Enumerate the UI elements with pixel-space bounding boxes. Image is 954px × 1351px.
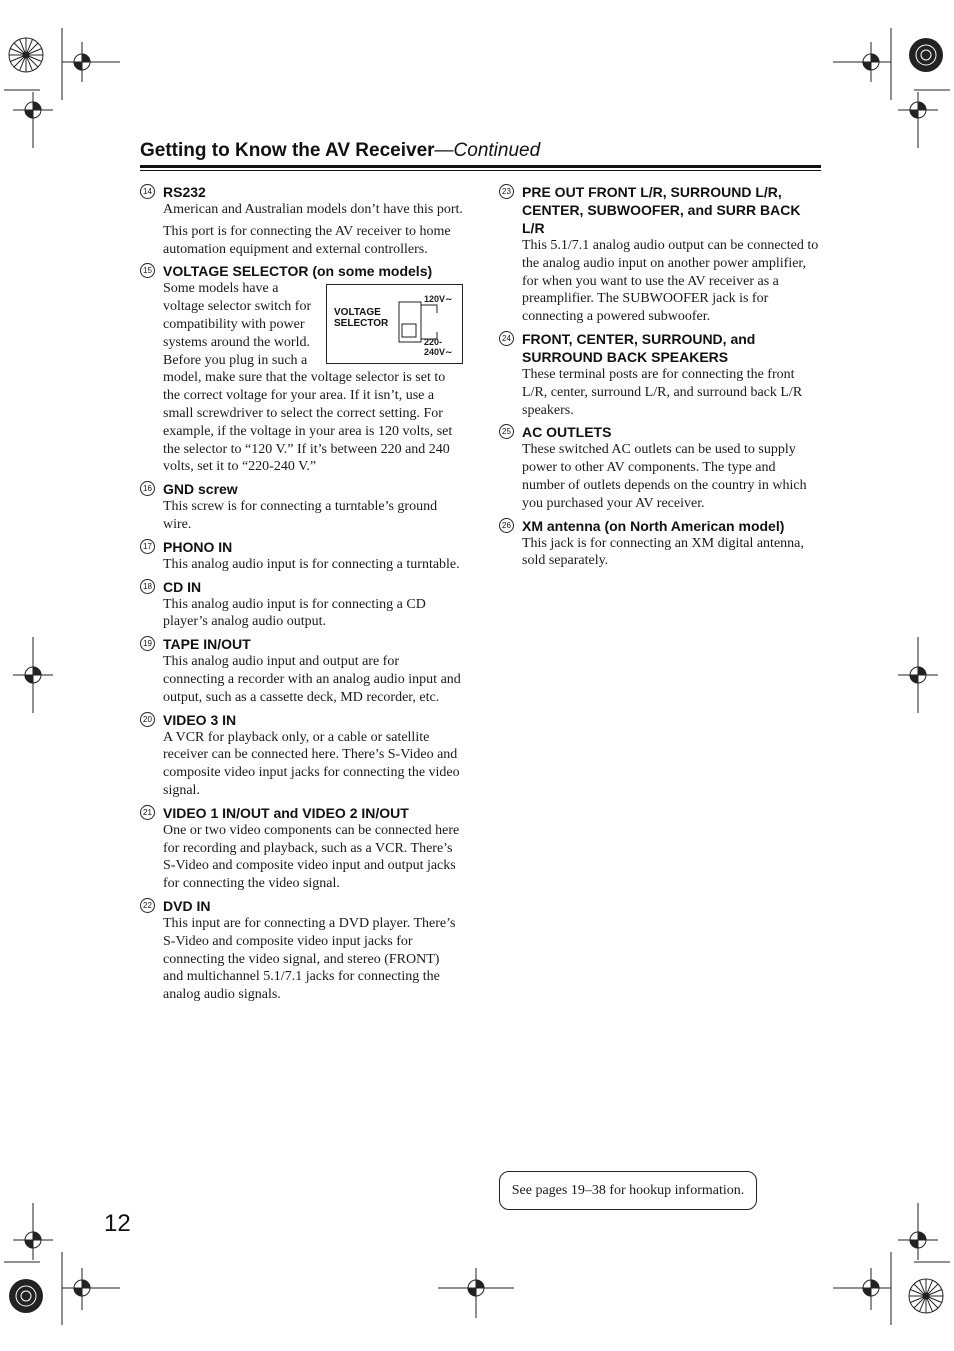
section-number: 24 [499,331,514,346]
section-number: 15 [140,263,155,278]
section-heading [140,480,463,498]
section-body [140,653,463,706]
section-19 [140,635,463,706]
section-paragraph: These terminal posts are for connecting the front L/R, center, surround L/R, and surround back L/R speakers. [522,366,803,418]
section-paragraph: American and Australian models don’t have this port. [163,202,463,217]
section-paragraph: This input are for connecting a DVD player. There’s S-Video and composite video input jacks for connecting the video signal, and stereo (FRONT) and multichannel 5.1/7.1 jacks for connecting the analog audio signals. [163,915,456,1003]
section-number: 17 [140,539,155,554]
section-number: 25 [499,424,514,439]
section-17 [140,538,463,574]
section-paragraph: This screw is for connecting a turntable’s ground wire. [163,499,438,532]
section-15 [140,262,463,476]
section-body [499,535,819,571]
section-title: DVD IN [163,897,211,914]
section-title: VOLTAGE SELECTOR (on some models) [163,263,433,280]
section-20 [140,711,463,800]
section-paragraph: This 5.1/7.1 analog audio output can be connected to the analog audio input on another power amplifier, for when you want to use the AV receiver as a preamplifier. The SUBWOOFER jack is for connecting a powered subwoofer. [522,238,819,325]
section-title: XM antenna (on North American model) [522,517,785,534]
section-paragraph: This analog audio input and output are for connecting a recorder with an analog audio input and output, such as a cassette deck, MD recorder, etc. [163,654,461,705]
page-title: Getting to Know the AV Receiver [140,140,435,161]
section-23 [499,183,819,326]
section-heading [499,330,819,366]
section-paragraph: These switched AC outlets can be used to supply power to other AV components. The type and number of outlets depends on the country in which you purchased your AV receiver. [522,442,807,511]
section-heading [140,578,463,596]
section-number: 22 [140,898,155,913]
page-number: 12 [104,1210,131,1237]
hookup-note: See pages 19–38 for hookup information. [499,1171,757,1210]
section-number: 26 [499,518,514,533]
section-paragraph: This jack is for connecting an XM digital antenna, sold separately. [522,535,804,569]
section-16 [140,480,463,534]
section-title: CD IN [163,578,202,595]
section-body [140,729,463,800]
page-header [140,139,820,163]
section-22 [140,897,463,1004]
section-heading [140,262,463,280]
voltage-selector-label: VOLTAGE SELECTOR [334,307,389,330]
header-rule-thick [140,165,821,168]
section-heading [140,635,463,653]
section-26 [499,517,819,571]
section-body [499,441,819,512]
registration-wheel-bottom-right [909,1279,943,1313]
section-body [140,822,463,893]
section-title: PRE OUT FRONT L/R, SURROUND L/R, CENTER, SUBWOOFER, and SURR BACK L/R [522,184,801,236]
registration-wheel-bottom-left [9,1279,43,1313]
right-column [499,183,819,574]
section-heading [140,804,463,822]
voltage-option-220-240: 220-240V∼ [424,337,453,358]
section-18 [140,578,463,632]
section-paragraph: Some models have a voltage selector switch for compatibility with power systems around the world. Before you plug in such a model, make sure that the voltage selector is set to the correct voltage for your area. If it isn’t, use a small screwdriver to select the correct setting. For example, if the voltage in your area is 120 volts, set the selector to “120 V.” If it’s between 220 and 240 volts, set it to “220-240 V.” [163,281,453,475]
section-body [140,201,463,258]
voltage-selector-figure [326,284,463,364]
section-body [140,596,463,632]
section-title: RS232 [163,184,206,200]
section-heading [140,183,463,201]
section-paragraph: This analog audio input is for connecting a turntable. [163,556,460,572]
section-21 [140,804,463,893]
section-heading [499,517,819,535]
registration-wheel-top-right [909,38,943,72]
section-body [499,366,819,419]
section-title: VIDEO 3 IN [163,711,237,728]
section-paragraph: One or two video components can be connected here for recording and playback, such as a VCR. There’s S-Video and composite video input and output jacks for connecting the video signal. [163,822,460,892]
section-number: 18 [140,579,155,594]
section-body [140,915,463,1004]
section-number: 20 [140,712,155,727]
section-title: AC OUTLETS [522,424,612,441]
section-title: VIDEO 1 IN/OUT and VIDEO 2 IN/OUT [163,804,409,821]
section-body [499,237,819,326]
section-number: 16 [140,481,155,496]
voltage-option-120: 120V∼ [424,294,453,305]
section-heading [499,423,819,441]
registration-wheel-top-left [9,38,43,72]
section-number: 23 [499,184,514,199]
section-body [140,280,463,476]
continued-label: —Continued [434,140,541,161]
section-title: FRONT, CENTER, SURROUND, and SURROUND BACK SPEAKERS [522,330,756,365]
section-heading [140,711,463,729]
section-heading [140,897,463,915]
section-body [140,498,463,534]
section-number: 14 [140,184,155,199]
section-title: TAPE IN/OUT [163,636,251,653]
left-column [140,183,463,1008]
section-14 [140,183,463,258]
section-number: 19 [140,636,155,651]
section-title: PHONO IN [163,538,233,555]
section-paragraph: This analog audio input is for connecting a CD player’s analog audio output. [163,596,426,630]
section-25 [499,423,819,512]
section-number: 21 [140,805,155,820]
section-heading [499,183,819,237]
section-24 [499,330,819,419]
section-heading [140,538,463,556]
section-title: GND screw [163,481,238,498]
section-paragraph: A VCR for playback only, or a cable or satellite receiver can be connected here. There’s S-Video and composite video input jacks for connecting the video signal. [163,729,460,798]
section-paragraph: This port is for connecting the AV receiver to home automation equipment and external controllers. [163,223,451,257]
header-rule-thin [140,170,821,171]
section-body [140,556,463,574]
